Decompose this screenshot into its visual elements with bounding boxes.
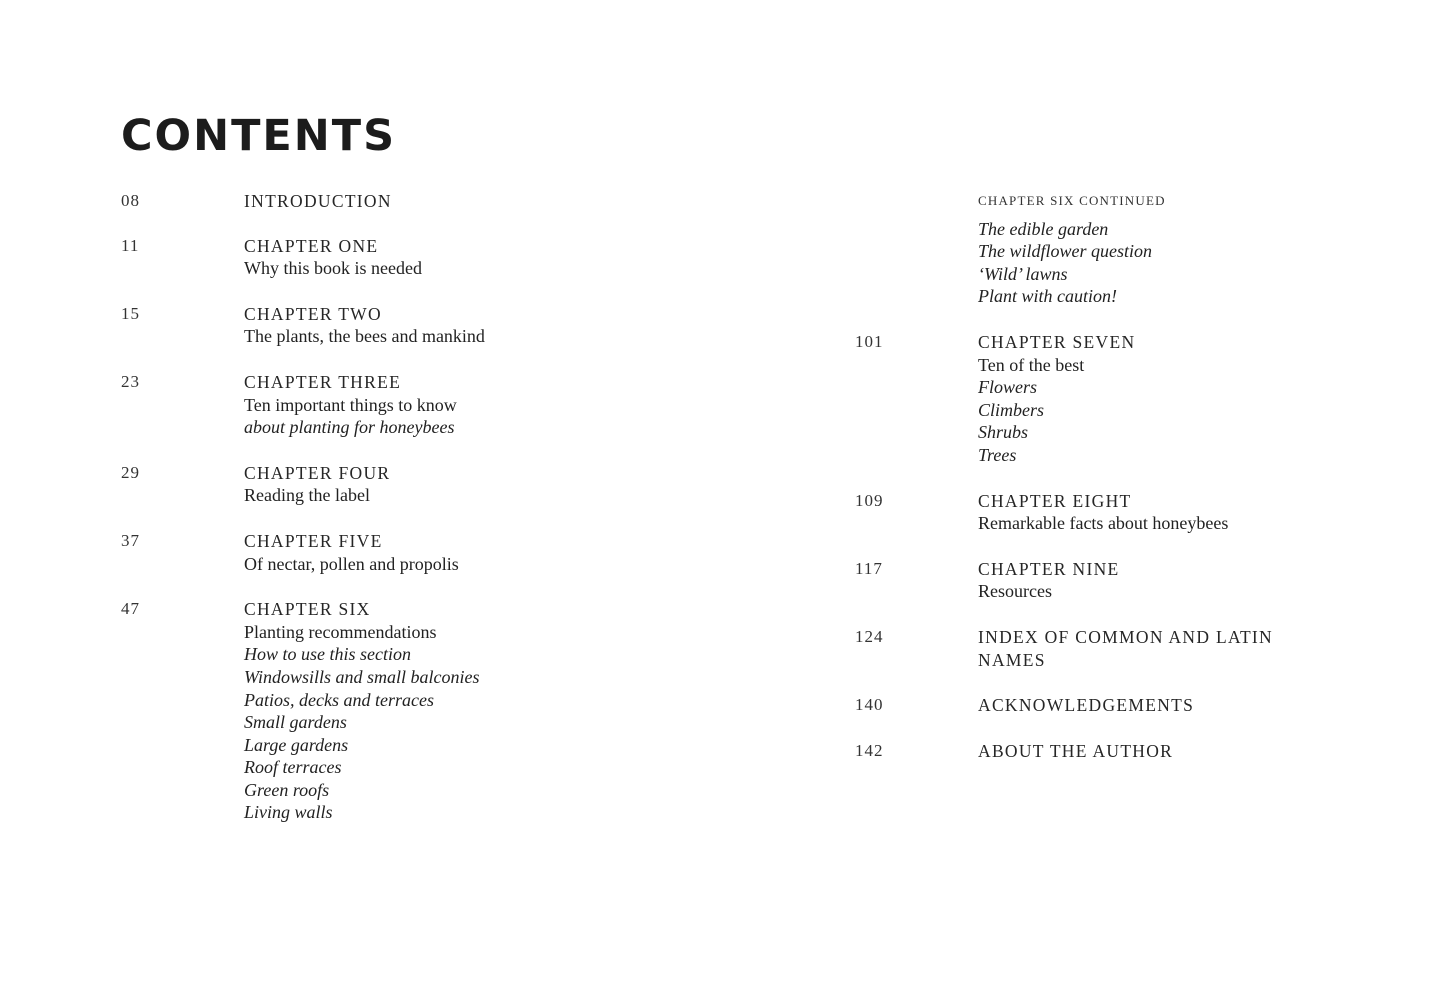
- entry-heading: CHAPTER FIVE: [244, 530, 383, 551]
- page-number: 109: [855, 490, 884, 510]
- entry-heading: CHAPTER THREE: [244, 371, 402, 392]
- page-number: 11: [121, 235, 140, 255]
- entry-subtitle: Resources: [978, 581, 1052, 602]
- entry-heading: INTRODUCTION: [244, 191, 392, 211]
- entry-heading: CHAPTER TWO: [244, 303, 382, 324]
- toc-entry-chapter-four[interactable]: [121, 462, 761, 507]
- entry-heading: ACKNOWLEDGEMENTS: [978, 695, 1195, 716]
- entry-subtitle: Planting recommendations: [244, 621, 437, 642]
- toc-entry-chapter-six[interactable]: [121, 598, 761, 824]
- section-item[interactable]: Patios, decks and terraces: [244, 689, 434, 710]
- section-item[interactable]: Trees: [978, 444, 1017, 465]
- entry-heading: ABOUT THE AUTHOR: [978, 740, 1174, 761]
- entry-subtitle: Why this book is needed: [244, 258, 422, 279]
- section-item[interactable]: Climbers: [978, 399, 1045, 420]
- entry-heading: CHAPTER ONE: [244, 235, 379, 256]
- entry-heading: CHAPTER SEVEN: [978, 331, 1136, 352]
- continued-label: CHAPTER SIX CONTINUED: [978, 193, 1166, 208]
- toc-entry-about-the-author[interactable]: [855, 740, 1415, 763]
- page-number: 117: [855, 558, 883, 578]
- page-number: 15: [121, 303, 140, 323]
- toc-entry-index[interactable]: [855, 626, 1415, 671]
- toc-entry-chapter-eight[interactable]: [855, 490, 1415, 535]
- section-item[interactable]: The edible garden: [978, 218, 1109, 239]
- toc-entry-chapter-three[interactable]: [121, 371, 761, 439]
- section-item[interactable]: Plant with caution!: [978, 286, 1117, 307]
- toc-entry-acknowledgements[interactable]: [855, 694, 1415, 717]
- entry-heading: INDEX OF COMMON AND LATIN NAMES: [978, 626, 1273, 670]
- entry-subtitle: Remarkable facts about honeybees: [978, 513, 1229, 534]
- page-number: 124: [855, 626, 884, 646]
- entry-subtitle: Ten of the best: [978, 354, 1085, 375]
- toc-entry-chapter-nine[interactable]: [855, 558, 1415, 603]
- toc-right-column: [855, 190, 1415, 762]
- toc-left-column: [121, 190, 761, 824]
- entry-heading: CHAPTER SIX: [244, 599, 371, 620]
- section-item[interactable]: Green roofs: [244, 779, 330, 800]
- page-number: 08: [121, 191, 140, 210]
- section-item[interactable]: Living walls: [244, 802, 333, 823]
- page-number: 37: [121, 530, 140, 550]
- section-item[interactable]: Flowers: [978, 377, 1038, 398]
- page-number: 101: [855, 331, 884, 351]
- section-item[interactable]: Large gardens: [244, 734, 349, 755]
- toc-entry-introduction[interactable]: [121, 190, 761, 213]
- entry-heading: CHAPTER FOUR: [244, 462, 391, 483]
- toc-entry-chapter-five[interactable]: [121, 530, 761, 575]
- toc-entry-chapter-six-continued[interactable]: [855, 190, 1415, 308]
- page-number: 47: [121, 599, 140, 619]
- toc-entry-chapter-seven[interactable]: [855, 331, 1415, 467]
- section-item[interactable]: ‘Wild’ lawns: [978, 263, 1068, 284]
- section-item[interactable]: How to use this section: [244, 644, 411, 665]
- entry-heading: CHAPTER NINE: [978, 558, 1120, 579]
- page-title: CONTENTS: [121, 111, 397, 161]
- section-item[interactable]: Shrubs: [978, 422, 1029, 443]
- section-item[interactable]: Windowsills and small balconies: [244, 666, 480, 687]
- section-item[interactable]: The wildflower question: [978, 241, 1153, 262]
- section-item[interactable]: Roof terraces: [244, 757, 342, 778]
- toc-entry-chapter-one[interactable]: [121, 235, 761, 280]
- page-number: 140: [855, 695, 884, 715]
- entry-subtitle: The plants, the bees and mankind: [244, 326, 485, 347]
- page-number: 29: [121, 462, 140, 482]
- entry-subtitle: Reading the label: [244, 485, 370, 506]
- toc-entry-chapter-two[interactable]: [121, 303, 761, 348]
- page-number: 142: [855, 740, 884, 760]
- page-number: 23: [121, 371, 140, 391]
- entry-subtitle-italic: about planting for honeybees: [244, 417, 455, 438]
- section-item[interactable]: Small gardens: [244, 712, 347, 733]
- entry-heading: CHAPTER EIGHT: [978, 490, 1132, 511]
- entry-subtitle: Ten important things to know: [244, 394, 457, 415]
- entry-subtitle: Of nectar, pollen and propolis: [244, 553, 459, 574]
